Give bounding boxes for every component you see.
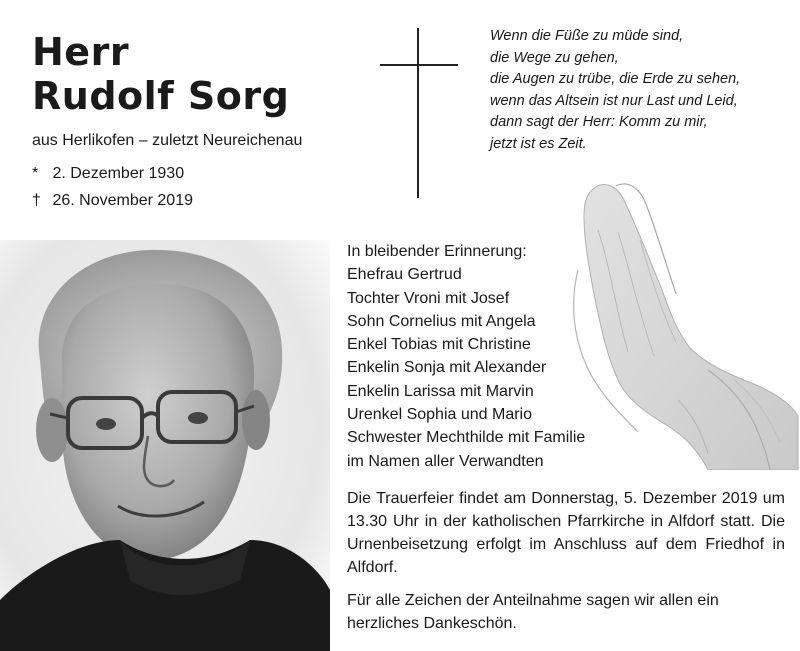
deceased-name: Rudolf Sorg — [32, 74, 290, 118]
mourner-line: Ehefrau Gertrud — [347, 266, 462, 284]
birth-row — [32, 160, 193, 187]
poem-line: Wenn die Füße zu müde sind, — [490, 28, 684, 44]
origin-line: aus Herlikofen – zuletzt Neureichenau — [32, 132, 303, 149]
death-symbol: † — [32, 192, 41, 209]
mourner-line: Sohn Cornelius mit Angela — [347, 312, 536, 330]
praying-hands-icon — [558, 170, 800, 470]
funeral-notice: Die Trauerfeier findet am Donnerstag, 5. Dezember 2019 um 13.30 Uhr in der katholischen Pfarrkirche in Alfdorf statt. Die Urnenbeisetzung erfolgt im Anschluss auf dem Friedhof in Alfdorf. — [347, 490, 785, 576]
poem-line: dann sagt der Herr: Komm zu mir, — [490, 114, 708, 130]
deceased-title — [32, 30, 289, 118]
mourners-heading: In bleibender Erinnerung: — [347, 243, 527, 260]
birth-date: 2. Dezember 1930 — [52, 165, 185, 182]
mourner-line: Enkelin Larissa mit Marvin — [347, 382, 534, 400]
poem-line: die Augen zu trübe, die Erde zu sehen, — [490, 71, 741, 87]
poem-line: die Wege zu gehen, — [490, 49, 619, 66]
mourner-line: im Namen aller Verwandten — [347, 452, 544, 470]
mourner-line: Tochter Vroni mit Josef — [347, 289, 510, 307]
mourner-line: Schwester Mechthilde mit Familie — [347, 429, 586, 447]
birth-symbol: * — [32, 165, 39, 182]
death-row — [32, 187, 193, 214]
poem-line: wenn das Altsein ist nur Last und Leid, — [490, 92, 738, 109]
death-date: 26. November 2019 — [52, 192, 193, 209]
mourners-list — [347, 240, 585, 473]
life-dates — [32, 160, 193, 214]
mourner-line: Urenkel Sophia und Mario — [347, 406, 532, 424]
mourner-line: Enkel Tobias mit Christine — [347, 336, 531, 354]
portrait-photo — [0, 240, 330, 651]
mourner-line: Enkelin Sonja mit Alexander — [347, 359, 547, 377]
cross-icon — [380, 28, 460, 200]
poem-line: jetzt ist es Zeit. — [490, 135, 587, 152]
thanks-note: Für alle Zeichen der Anteilnahme sagen wir allen ein herzliches Dankeschön. — [347, 592, 719, 632]
poem — [490, 26, 740, 155]
salutation: Herr — [32, 30, 130, 74]
